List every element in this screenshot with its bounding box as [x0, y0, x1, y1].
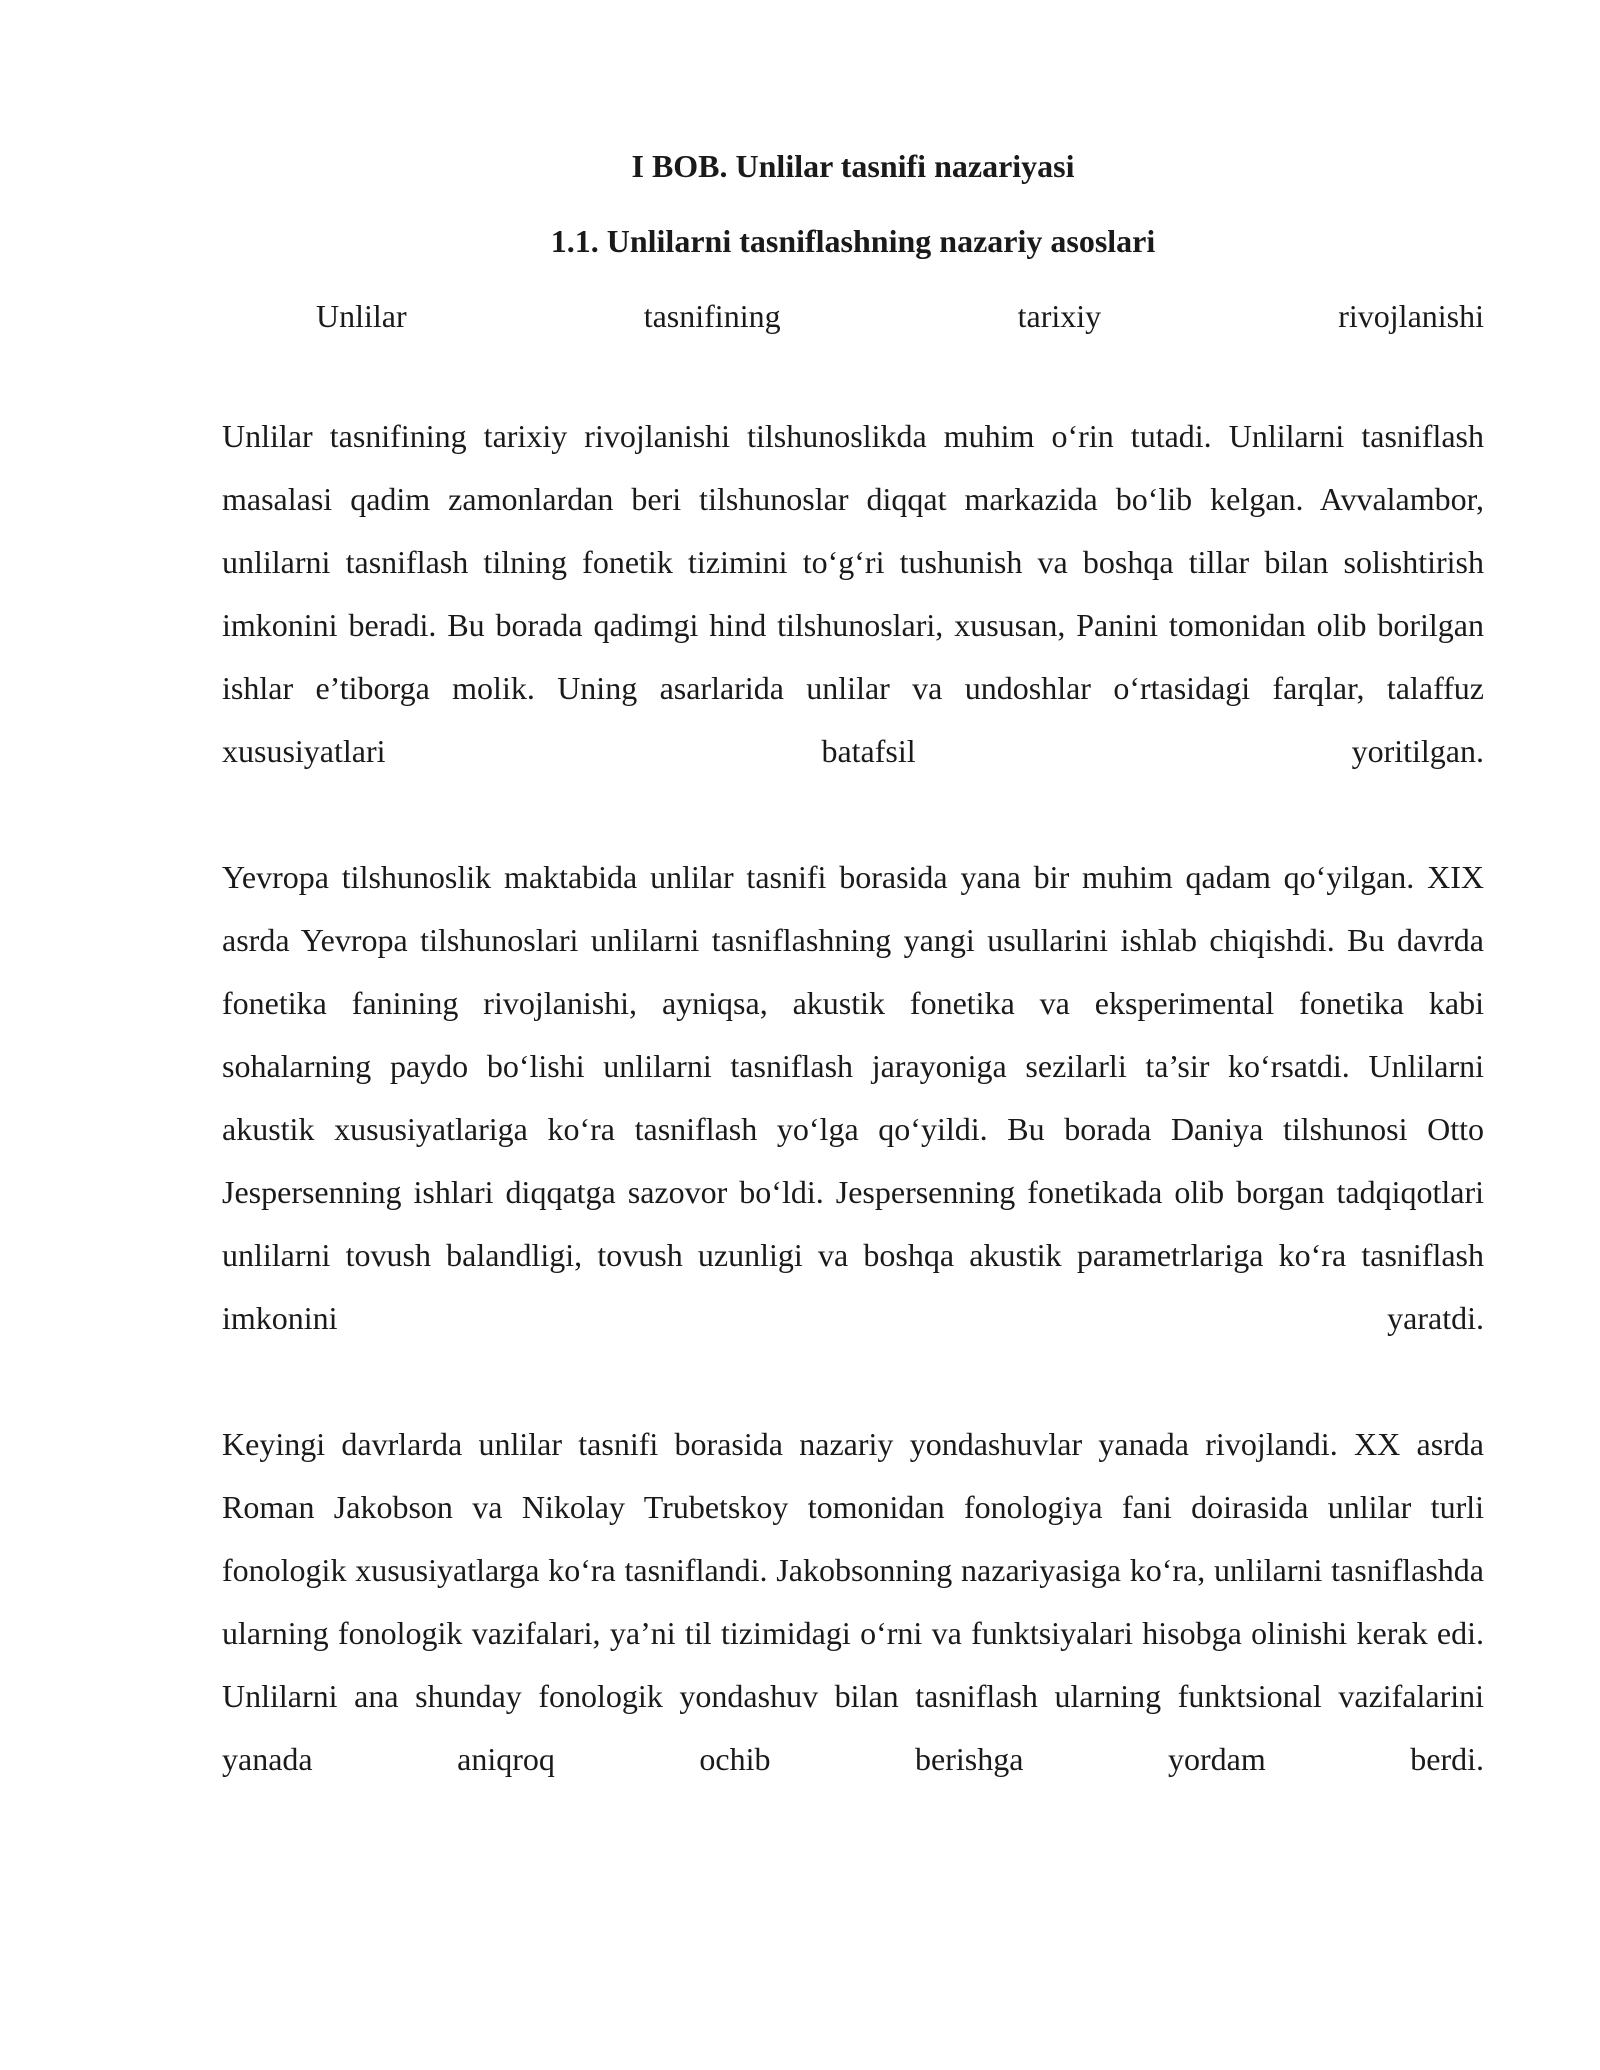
- paragraph-3: Keyingi davrlarda unlilar tasnifi borasida nazariy yondashuvlar yanada rivojlandi. XX asrda Roman Jakobson va Nikolay Trubetskoy tomonidan fonologiya fani doirasida unlilar turli fonologik xususiyatlarga ko‘ra tasniflandi. Jakobsonning nazariyasiga ko‘ra, unlilarni tasniflashda ularning fonologik vazifalari, ya’ni til tizimidagi o‘rni va funktsiyalari hisobga olinishi kerak edi. Unlilarni ana shunday fonologik yondashuv bilan tasniflash ularning funktsional vazifalarini yanada aniqroq ochib berishga yordam berdi.: [222, 1426, 1484, 1777]
- paragraph-2: Yevropa tilshunoslik maktabida unlilar tasnifi borasida yana bir muhim qadam qo‘yilgan. XIX asrda Yevropa tilshunoslari unlilarni tasniflashning yangi usullarini ishlab chiqishdi. Bu davrda fonetika fanining rivojlanishi, ayniqsa, akustik fonetika va eksperimental fonetika kabi sohalarning paydo bo‘lishi unlilarni tasniflash jarayoniga sezilarli ta’sir ko‘rsatdi. Unlilarni akustik xususiyatlariga ko‘ra tasniflash yo‘lga qo‘yildi. Bu borada Daniya tilshunosi Otto Jespersenning ishlari diqqatga sazovor bo‘ldi. Jespersenning fonetikada olib borgan tadqiqotlari unlilarni tovush balandligi, tovush uzunligi va boshqa akustik parametrlariga ko‘ra tasniflash imkonini yaratdi.: [222, 859, 1484, 1336]
- paragraph-1: Unlilar tasnifining tarixiy rivojlanishi tilshunoslikda muhim o‘rin tutadi. Unlilarni tasniflash masalasi qadim zamonlardan beri tilshunoslar diqqat markazida bo‘lib kelgan. Avvalambor, unlilarni tasniflash tilning fonetik tizimini to‘g‘ri tushunish va boshqa tillar bilan solishtirish imkonini beradi. Bu borada qadimgi hind tilshunoslari, xususan, Panini tomonidan olib borilgan ishlar e’tiborga molik. Uning asarlarida unlilar va undoshlar o‘rtasidagi farqlar, talaffuz xususiyatlari batafsil yoritilgan.: [222, 418, 1484, 769]
- subsection-title: Unlilar tasnifining tarixiy rivojlanishi: [316, 298, 1484, 334]
- section-title: 1.1. Unlilarni tasniflashning nazariy asoslari: [550, 223, 1156, 259]
- chapter-title: I BOB. Unlilar tasnifi nazariyasi: [631, 148, 1075, 184]
- page-content: [222, 140, 1484, 1791]
